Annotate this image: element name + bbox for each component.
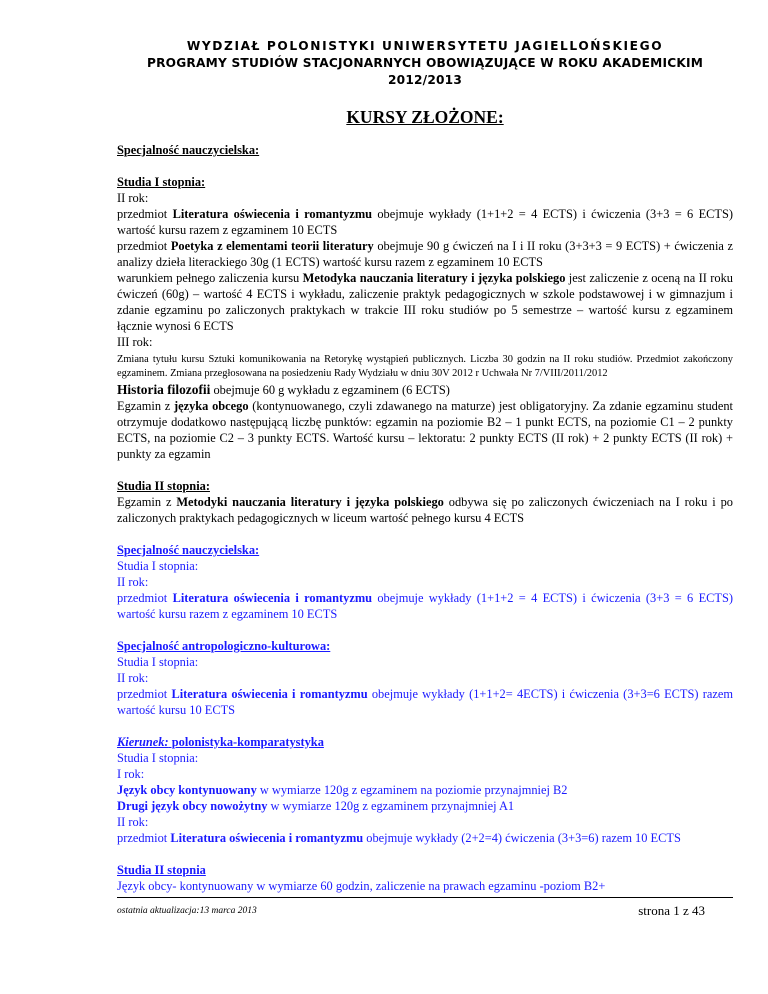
program-title: PROGRAMY STUDIÓW STACJONARNYCH OBOWIĄZUJĄCE W ROKU AKADEMICKIM 2012/2013 [146, 56, 704, 87]
course-paragraph: warunkiem pełnego zaliczenia kursu Metodyka nauczania literatury i języka polskiego jest zaliczenie z oceną na II roku ćwiczeń (60g) – wartość 4 ECTS i wykładu, zaliczenie praktyk pedagogicznych w szkole podstawowej i w gimnazjum i zdanie egzaminu po zaliczonych praktykach w trakcie III roku studiów po 5 semestrze – wartość kursu z egzaminem łącznie wynosi 6 ECTS [117, 271, 733, 333]
course-paragraph: Historia filozofii obejmuje 60 g wykładu z egzaminem (6 ECTS) [117, 382, 450, 397]
change-note: Zmiana tytułu kursu Sztuki komunikowania na Retorykę wystąpień publicznych. Liczba 30 godzin na II roku studiów. Przedmiot zakończony egzaminem. Zmiana przegłosowana na posiedzeniu Rady Wydziału w dniu 30V 2012 r Uchwała Nr 7/VIII/2011/2012 [117, 354, 733, 379]
last-update: ostatnia aktualizacja:13 marca 2013 [117, 906, 257, 916]
section-anthropology [117, 638, 733, 718]
year-label: II rok: [117, 575, 149, 589]
study-level: Studia I stopnia: [117, 559, 199, 573]
exam-paragraph: Egzamin z języka obcego (kontynuowanego, czyli zdawanego na maturze) jest obligatoryjny. Za zdanie egzaminu student otrzymuje dodatkowo następującą liczbę punktów: egzamin na poziomie B2 – 1 punkt ECTS, na poziomie C1 – 2 punkty ECTS, na poziomie C2 – 3 punkty ECTS. Wartość kursu – lektoratu: 2 punkty ECTS (II rok) + 2 punkty ECTS (II rok) + punkty za egzamin [117, 399, 734, 461]
course-paragraph: przedmiot Literatura oświecenia i romantyzmu obejmuje wykłady (2+2=4) ćwiczenia (3+3=6) razem 10 ECTS [117, 831, 681, 845]
section-heading: Kierunek: polonistyka-komparatystyka [117, 735, 324, 749]
study-level: Studia I stopnia: [117, 175, 206, 189]
year-label: II rok: [117, 671, 149, 685]
course-paragraph: przedmiot Poetyka z elementami teorii literatury obejmuje 90 g ćwiczeń na I i II roku (3+3+3 = 9 ECTS) + ćwiczenia z analizy dzieła literackiego 30g (1 ECTS) wartość kursu razem z egzaminem 10 ECTS [117, 239, 733, 269]
course-paragraph: przedmiot Literatura oświecenia i romantyzmu obejmuje wykłady (1+1+2 = 4 ECTS) i ćwiczenia (3+3 = 6 ECTS) wartość kursu razem z egzaminem 10 ECTS [117, 207, 733, 237]
year-label: I rok: [117, 767, 145, 781]
course-paragraph: przedmiot Literatura oświecenia i romantyzmu obejmuje wykłady (1+1+2 = 4 ECTS) i ćwiczenia (3+3 = 6 ECTS) wartość kursu razem z egzaminem 10 ECTS [117, 591, 733, 621]
course-paragraph: Język obcy- kontynuowany w wymiarze 60 godzin, zaliczenie na prawach egzaminu -poziom B2+ [117, 879, 606, 893]
study-level: Studia II stopnia: [117, 479, 210, 493]
section-heading: Specjalność nauczycielska: [117, 543, 260, 557]
section-teaching [117, 142, 733, 462]
page-title: KURSY ZŁOŻONE: [346, 107, 504, 127]
course-paragraph: przedmiot Literatura oświecenia i romantyzmu obejmuje wykłady (1+1+2= 4ECTS) i ćwiczenia (3+3=6 ECTS) razem wartość kursu 10 ECTS [117, 687, 733, 717]
year-label: II rok: [117, 191, 149, 205]
section-second-degree [117, 478, 733, 526]
document-header [117, 38, 733, 89]
page-footer [117, 897, 733, 918]
study-level: Studia II stopnia [117, 863, 206, 877]
study-level: Studia I stopnia: [117, 751, 199, 765]
section-heading: Specjalność nauczycielska: [117, 143, 260, 157]
year-label: III rok: [117, 335, 153, 349]
section-heading: Specjalność antropologiczno-kulturowa: [117, 639, 331, 653]
faculty-name: WYDZIAŁ POLONISTYKI UNIWERSYTETU JAGIELLOŃSKIEGO [186, 39, 664, 53]
document-page [117, 38, 733, 894]
course-paragraph: Egzamin z Metodyki nauczania literatury i języka polskiego odbywa się po zaliczonych ćwiczeniach na I roku i po zaliczonych praktykach pedagogicznych w liceum wartość pełnego kursu 4 ECTS [117, 495, 733, 525]
section-teaching-blue [117, 542, 733, 622]
study-level: Studia I stopnia: [117, 655, 199, 669]
course-paragraph: Drugi język obcy nowożytny w wymiarze 120g z egzaminem przynajmniej A1 [117, 799, 515, 813]
section-comparative [117, 734, 733, 846]
year-label: II rok: [117, 815, 149, 829]
section-second-degree-blue [117, 862, 733, 894]
course-paragraph: Język obcy kontynuowany w wymiarze 120g z egzaminem na poziomie przynajmniej B2 [117, 783, 568, 797]
page-number: strona 1 z 43 [638, 903, 705, 918]
